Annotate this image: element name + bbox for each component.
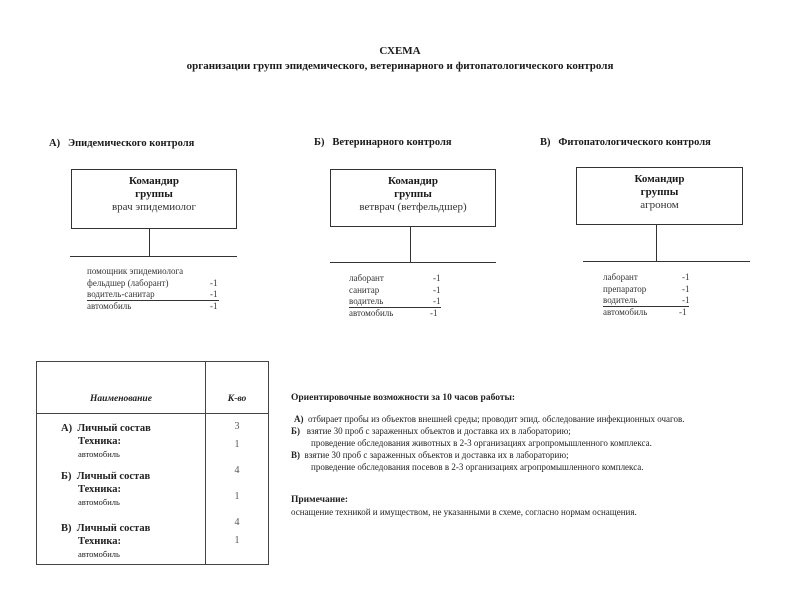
underline-divider xyxy=(603,306,689,307)
capability-item: Б) взятие 30 проб с зараженных объектов и доставка их в лабораторию; xyxy=(291,426,571,436)
underline-divider xyxy=(87,300,219,301)
commander-role: врач эпидемиолог xyxy=(111,201,197,213)
table-row: В) Личный состав Техника: автомобиль xyxy=(61,523,151,559)
group-b-commander-box xyxy=(330,169,496,227)
capability-item: А) отбирает пробы из объектов внешней среды; проводит эпид. обследование инфекционных очагов. xyxy=(294,414,685,424)
capability-line: проведение обследования животных в 2-3 организациях агропромышленного комплекса. xyxy=(311,438,652,448)
table-row: А) Личный состав Техника: автомобиль xyxy=(61,423,151,459)
qty-value: 3 xyxy=(234,421,240,432)
capability-line: проведение обследования посевов в 2-3 организациях агропромышленного комплекса. xyxy=(311,462,644,472)
group-a-staff-list xyxy=(87,266,227,312)
group-label: группы xyxy=(135,188,173,200)
staff-item: лаборант -1 xyxy=(603,272,690,282)
qty-value: 1 xyxy=(234,439,240,450)
schema-subtitle: организации групп эпидемического, ветеринарного и фитопатологического контроля xyxy=(186,60,614,72)
note-section xyxy=(291,494,637,518)
schema-title: СХЕМА xyxy=(379,45,421,57)
group-letter: В) xyxy=(540,137,551,148)
group-c-commander-box xyxy=(576,167,743,225)
qty-value: 4 xyxy=(234,465,240,476)
qty-value: 4 xyxy=(234,517,240,528)
group-letter: А) xyxy=(49,138,61,149)
commander-role: агроном xyxy=(640,199,679,211)
commander-role: ветврач (ветфельдшер) xyxy=(359,201,467,213)
note-text: оснащение техникой и имуществом, не указанными в схеме, согласно нормам оснащения. xyxy=(291,507,637,517)
name-column xyxy=(37,414,206,565)
group-title: Фитопатологического контроля xyxy=(558,137,711,148)
staff-item: автомобиль -1 xyxy=(349,307,438,318)
staff-item: санитар -1 xyxy=(349,284,441,295)
staff-item: водитель -1 xyxy=(603,295,690,305)
staff-item: помощник эпидемиолога xyxy=(87,266,184,276)
group-title: Эпидемического контроля xyxy=(67,138,195,149)
qty-value: 1 xyxy=(234,535,240,546)
capability-item: В) взятие 30 проб с зараженных объектов и доставка их в лабораторию; xyxy=(291,450,569,460)
branch-line xyxy=(330,262,496,263)
commander-label: Командир xyxy=(129,175,179,187)
group-title: Ветеринарного контроля xyxy=(332,137,452,148)
note-heading: Примечание: xyxy=(291,495,349,505)
staff-item: фельдшер (лаборант) -1 xyxy=(87,277,218,288)
group-a-commander-box xyxy=(71,169,237,229)
underline-divider xyxy=(349,307,441,308)
table-body-row xyxy=(37,414,269,565)
connector-line xyxy=(149,229,150,256)
group-letter: Б) xyxy=(314,137,325,148)
group-b-staff-list xyxy=(349,273,459,319)
group-b-heading xyxy=(314,137,452,148)
staff-item: автомобиль -1 xyxy=(87,300,218,311)
staff-item: водитель-санитар -1 xyxy=(87,289,218,299)
table-row: Б) Личный состав Техника: автомобиль xyxy=(61,471,151,507)
qty-value: 1 xyxy=(234,491,240,502)
qty-column xyxy=(206,414,269,565)
capabilities-section xyxy=(291,392,684,473)
header-name: Наименование xyxy=(37,362,206,414)
header-qty: К-во xyxy=(206,362,269,414)
commander-label: Командир xyxy=(634,173,685,185)
commander-label: Командир xyxy=(388,175,438,187)
group-c-staff-list xyxy=(603,272,713,318)
capabilities-heading: Ориентировочные возможности за 10 часов работы: xyxy=(291,393,516,403)
connector-line xyxy=(410,227,411,262)
connector-line xyxy=(656,225,657,261)
table-header-row xyxy=(37,362,269,414)
summary-table xyxy=(36,361,269,565)
group-label: группы xyxy=(640,186,679,198)
branch-line xyxy=(70,256,237,257)
staff-item: лаборант -1 xyxy=(349,273,441,283)
group-c-heading xyxy=(540,137,711,148)
group-label: группы xyxy=(394,188,432,200)
staff-item: автомобиль -1 xyxy=(603,306,687,317)
group-a-heading xyxy=(49,138,194,149)
staff-item: водитель -1 xyxy=(349,296,441,306)
branch-line xyxy=(583,261,750,262)
staff-item: препаратор -1 xyxy=(603,283,690,294)
